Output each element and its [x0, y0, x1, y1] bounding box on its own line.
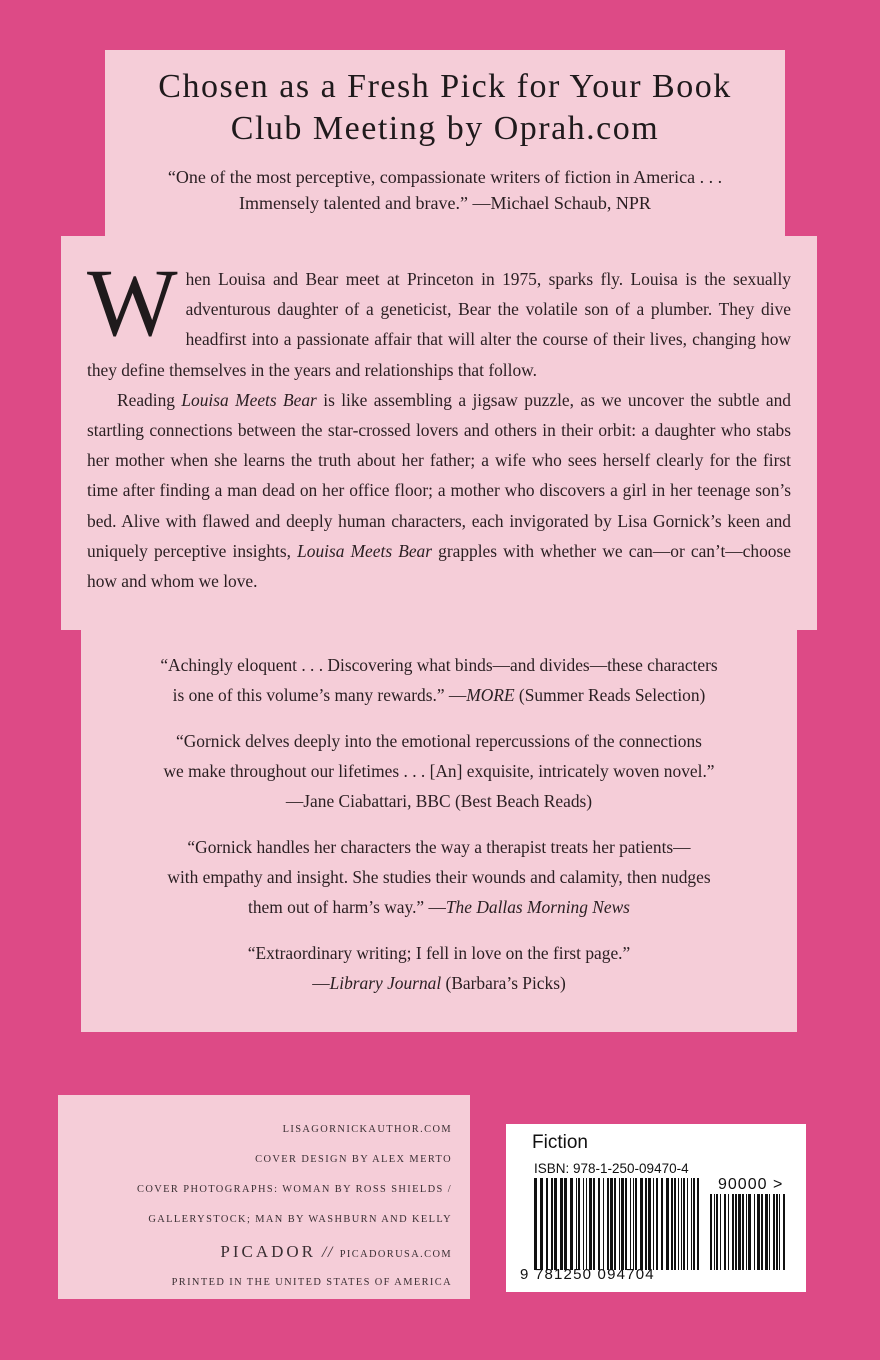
ean-barcode-bars	[534, 1178, 702, 1270]
cover-photo-credit-line-1: COVER PHOTOGRAPHS: WOMAN BY ROSS SHIELDS /	[137, 1184, 452, 1195]
barcode-bar	[732, 1194, 734, 1270]
headline-line-1: Chosen as a Fresh Pick for Your Book	[158, 68, 732, 105]
barcode-bar	[576, 1178, 577, 1270]
barcode-bar	[674, 1178, 676, 1270]
review-more-note: (Summer Reads Selection)	[514, 685, 706, 705]
review-dallas	[81, 832, 797, 922]
barcode-bar	[735, 1194, 737, 1270]
barcode-bar	[540, 1178, 543, 1270]
barcode-bar	[560, 1178, 563, 1270]
barcode-bar	[656, 1178, 658, 1270]
barcode-bar	[691, 1178, 692, 1270]
review-library-journal	[81, 938, 797, 998]
book-title-2: Louisa Meets Bear	[297, 540, 433, 561]
barcode-bar	[546, 1178, 548, 1270]
barcode-bar	[635, 1178, 637, 1270]
barcode-bar	[614, 1178, 616, 1270]
category-label: Fiction	[532, 1132, 588, 1153]
isbn-label: ISBN: 978-1-250-09470-4	[534, 1161, 689, 1176]
barcode-bar	[554, 1178, 557, 1270]
npr-quote-line-1: “One of the most perceptive, compassionate writers of fiction in America . . .	[167, 167, 723, 187]
credits-panel	[58, 1095, 470, 1299]
headline	[105, 66, 785, 150]
book-title-1: Louisa Meets Bear	[181, 389, 317, 410]
author-website: LISAGORNICKAUTHOR.COM	[282, 1124, 452, 1135]
barcode-bar	[564, 1178, 567, 1270]
publisher-line	[58, 1235, 452, 1272]
review-bbc	[81, 726, 797, 816]
barcode-bar	[619, 1178, 620, 1270]
barcode-bar	[765, 1194, 768, 1270]
description-p1-text: hen Louisa and Bear meet at Princeton in 1975, sparks fly. Louisa is the sexually adventurous daughter of a geneticist, Bear the volatile son of a plumber. They dive headfirst into a passionate affair that will alter the course of their lives, changing how they define themselves in the years and relationships that follow.	[87, 269, 791, 380]
barcode-bar	[593, 1178, 595, 1270]
barcode-bar	[583, 1178, 584, 1270]
barcode-bar	[769, 1194, 770, 1270]
barcode-bar	[757, 1194, 760, 1270]
review-dallas-line-1: “Gornick handles her characters the way a therapist treats her patients—	[187, 837, 691, 857]
barcode-bar	[661, 1178, 663, 1270]
description-panel	[61, 236, 817, 630]
barcode-bar	[621, 1178, 624, 1270]
publisher-separator: //	[322, 1244, 334, 1261]
barcode-bar	[607, 1178, 609, 1270]
barcode-bar	[761, 1194, 763, 1270]
barcode-bar	[728, 1194, 729, 1270]
barcode-bar	[598, 1178, 600, 1270]
barcode-bar	[783, 1194, 785, 1270]
barcode-bar	[748, 1194, 751, 1270]
barcode-bar	[648, 1178, 651, 1270]
review-bbc-line-1: “Gornick delves deeply into the emotional repercussions of the connections	[176, 731, 702, 751]
description-p2-text-b: is like assembling a jigsaw puzzle, as we uncover the subtle and startling connections between the star-crossed lovers and others in their orbit: a daughter who stabs her mother when she learns the truth about her father; a wife who sees herself clearly for the first time after finding a man dead on her office floor; a mother who discovers a girl in her teenage son’s bed. Alive with flawed and deeply human characters, each invigorated by Lisa Gornick’s keen and uniquely perceptive insights,	[87, 389, 791, 561]
barcode-bar	[551, 1178, 553, 1270]
barcode-bar	[586, 1178, 587, 1270]
barcode-bar	[625, 1178, 627, 1270]
publisher-name: PICADOR	[220, 1242, 317, 1261]
cover-photo-credit-line-2: GALLERYSTOCK; MAN BY WASHBURN AND KELLY	[148, 1214, 452, 1225]
review-lj-dash: —	[312, 973, 330, 993]
barcode-bar	[716, 1194, 718, 1270]
barcode-bar	[746, 1194, 747, 1270]
reviews-panel	[81, 622, 797, 1032]
review-bbc-line-3: —Jane Ciabattari, BBC (Best Beach Reads)	[285, 791, 593, 811]
npr-quote	[105, 164, 785, 216]
barcode-bar	[720, 1194, 721, 1270]
barcode-bar	[671, 1178, 673, 1270]
barcode-bar	[754, 1194, 755, 1270]
barcode-bar	[640, 1178, 643, 1270]
barcode-bar	[603, 1178, 604, 1270]
barcode-bar	[693, 1178, 695, 1270]
barcode-bar	[610, 1178, 613, 1270]
review-bbc-line-2: we make throughout our lifetimes . . . [An] exquisite, intricately woven novel.”	[163, 761, 715, 781]
cover-design-credit: COVER DESIGN BY ALEX MERTO	[255, 1154, 452, 1165]
review-more-line-2	[81, 680, 797, 710]
review-more-source: MORE	[466, 685, 515, 705]
review-dallas-text: them out of harm’s way.” —	[248, 897, 446, 917]
barcode-bar	[776, 1194, 778, 1270]
description-p2-text-c: grapples with whether we can—or can’t—choose how and whom we love.	[87, 540, 791, 592]
barcode-bar	[683, 1178, 685, 1270]
review-lj-line-1: “Extraordinary writing; I fell in love on the first page.”	[247, 943, 631, 963]
barcode-bar	[589, 1178, 592, 1270]
barcode-bar	[653, 1178, 654, 1270]
description-paragraph-2	[87, 385, 791, 596]
review-lj-line-2	[81, 968, 797, 998]
price-code: 90000 >	[718, 1176, 784, 1193]
review-dallas-source: The Dallas Morning News	[445, 897, 630, 917]
barcode-digits: 9 781250 094704	[520, 1266, 655, 1283]
barcode-bar	[697, 1178, 699, 1270]
oprah-pick-panel	[105, 50, 785, 244]
description-p2-text-a: Reading	[117, 389, 182, 410]
barcode-bar	[578, 1178, 580, 1270]
barcode-bar	[666, 1178, 669, 1270]
barcode-bar	[724, 1194, 726, 1270]
barcode-bar	[570, 1178, 573, 1270]
barcode-bar	[773, 1194, 775, 1270]
npr-quote-line-2: Immensely talented and brave.” —Michael Schaub, NPR	[239, 193, 651, 213]
review-dallas-line-2: with empathy and insight. She studies their wounds and calamity, then nudges	[167, 867, 711, 887]
review-more	[81, 650, 797, 710]
barcode-bar	[534, 1178, 537, 1270]
review-more-line-1: “Achingly eloquent . . . Discovering what binds—and divides—these characters	[160, 655, 718, 675]
drop-cap: W	[87, 249, 178, 356]
barcode-bar	[687, 1178, 688, 1270]
headline-line-2: Club Meeting by Oprah.com	[230, 110, 660, 147]
review-lj-note: (Barbara’s Picks)	[441, 973, 566, 993]
barcode-bar	[714, 1194, 715, 1270]
barcode-label	[506, 1124, 806, 1292]
description-paragraph-1	[87, 249, 791, 385]
publisher-website: PICADORUSA.COM	[339, 1249, 452, 1260]
barcode-bar	[645, 1178, 647, 1270]
barcode-bar	[678, 1178, 679, 1270]
barcode-bar	[742, 1194, 744, 1270]
printed-in-usa: PRINTED IN THE UNITED STATES OF AMERICA	[171, 1277, 452, 1288]
addon-barcode-bars	[710, 1194, 790, 1270]
barcode-bar	[779, 1194, 780, 1270]
barcode-bar	[681, 1178, 682, 1270]
review-more-text: is one of this volume’s many rewards.” —	[172, 685, 467, 705]
barcode-bar	[633, 1178, 634, 1270]
review-dallas-line-3	[81, 892, 797, 922]
barcode-bar	[630, 1178, 631, 1270]
barcode-bar	[710, 1194, 712, 1270]
barcode-bar	[738, 1194, 741, 1270]
review-lj-source: Library Journal	[329, 973, 442, 993]
